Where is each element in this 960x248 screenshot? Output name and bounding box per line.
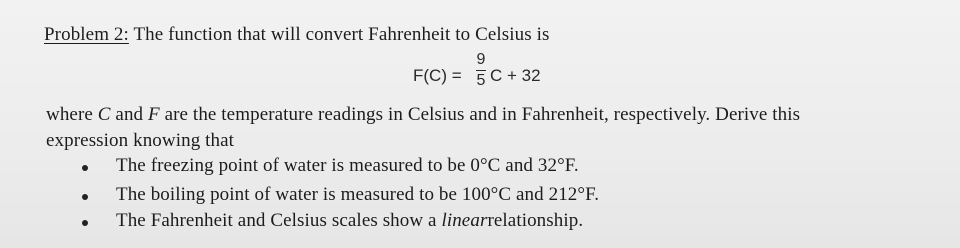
formula-lhs: F(C) = (413, 66, 462, 85)
fraction-denominator: 5 (476, 72, 486, 89)
fraction-bar (476, 70, 486, 71)
conversion-formula (413, 47, 593, 107)
emphasis-linear: linear (441, 210, 488, 231)
bullet-text: The boiling point of water is measured to be 100°C and 212°F. (116, 184, 600, 205)
problem-label: Problem 2: (44, 24, 129, 45)
bullet-icon (82, 165, 88, 171)
bullet-text: The freezing point of water is measured to be 0°C and 32°F. (116, 155, 579, 176)
fraction-numerator: 9 (476, 51, 486, 68)
desc-and: and (115, 104, 144, 125)
desc-rest: are the temperature readings in Celsius and in Fahrenheit, respectively. Derive this (164, 104, 801, 125)
variable-c: C (97, 104, 111, 125)
desc-where: where (46, 104, 93, 125)
description-line-2: expression knowing that (46, 130, 235, 151)
formula-rhs: C + 32 (490, 66, 541, 85)
problem-heading (44, 24, 549, 46)
formula-fraction (475, 51, 487, 90)
variable-f: F (148, 104, 160, 125)
bullet-icon (82, 194, 88, 200)
problem-statement: The function that will convert Fahrenheit to Celsius is (133, 24, 550, 45)
description-line-1 (46, 104, 800, 126)
bullet-text-post: relationship. (487, 210, 584, 231)
bullet-icon (82, 220, 88, 226)
bullet-text (116, 210, 583, 232)
bullet-text-pre: The Fahrenheit and Celsius scales show a (116, 210, 437, 231)
